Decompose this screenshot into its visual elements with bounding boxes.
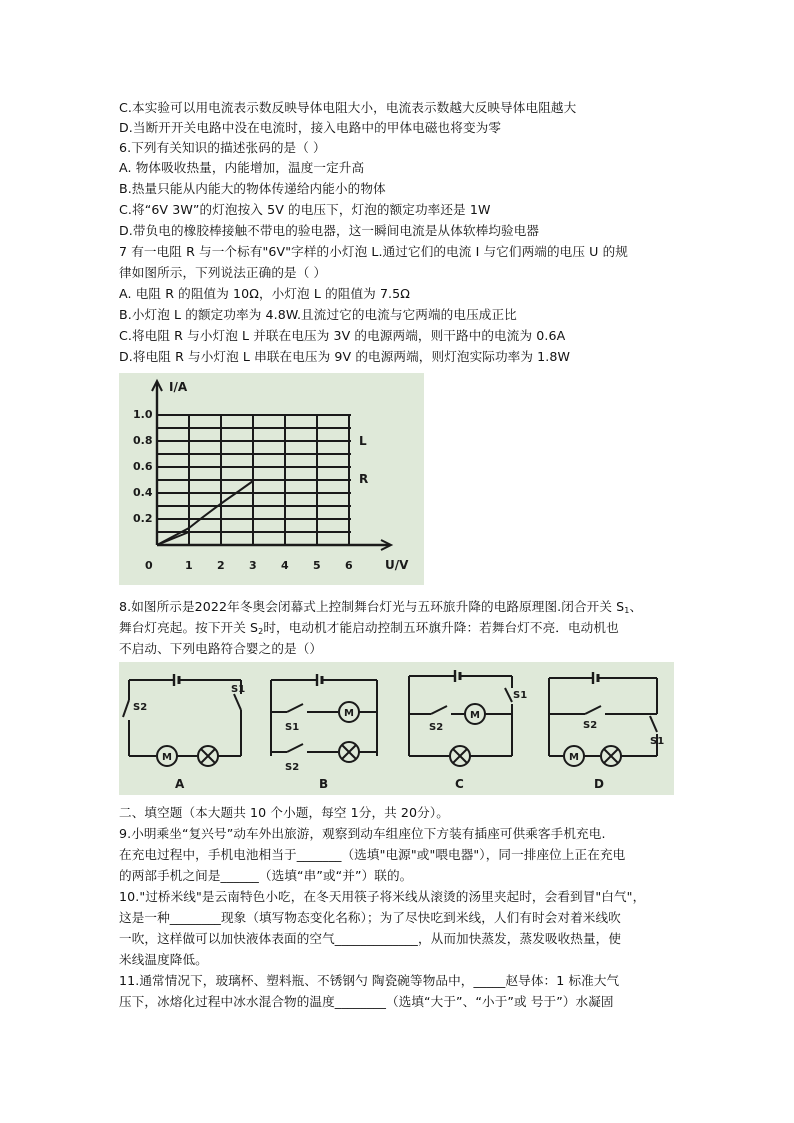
switch-label: S2	[133, 702, 148, 713]
question-9-cont: 在充电过程中，手机电池相当于_______（选填"电源"或"喂电器"），同一排座位上正在充电	[119, 847, 626, 862]
curve-l	[157, 481, 253, 545]
motor-label: M	[470, 710, 480, 721]
iu-graph-svg	[119, 373, 424, 585]
iu-graph	[119, 373, 424, 585]
switch-label: S2	[583, 720, 598, 731]
line-1: C.本实验可以用电流表示数反映导体电阻大小，电流表示数越大反映导体电阻越大	[119, 100, 577, 115]
motor-label: M	[344, 708, 354, 719]
switch-label: S2	[429, 722, 444, 733]
line-2: D.当断开开关电路中没在电流时，接入电路中的甲体电磁也将变为零	[119, 120, 502, 135]
option-label-d: D	[594, 777, 604, 791]
section-heading: 二、填空题（本大题共 10 个小题，每空 1分，共 20分）。	[119, 805, 449, 820]
question-7: 7 有一电阻 R 与一个标有"6V"字样的小灯泡 L.通过它们的电流 I 与它们两端的电压 U 的规	[119, 244, 628, 259]
q7-option-d: D.将电阻 R 与小灯泡 L 串联在电压为 9V 的电源两端，则灯泡实际功率为 1.8W	[119, 349, 571, 364]
question-10-cont: 一吹，这样做可以加快液体表面的空气_____________，从而加快蒸发，蒸发吸收热量，使	[119, 931, 622, 946]
option-label-c: C	[455, 777, 464, 791]
option-label-b: B	[319, 777, 329, 791]
y-tick: 0.6	[133, 460, 153, 473]
question-11: 11.通常情况下，玻璃杯、塑料瓶、不锈钢勺 陶瓷碗等物品中，_____赵导体：1 标准大气	[119, 973, 620, 988]
circuit-b	[271, 674, 377, 762]
circuit-c	[409, 670, 512, 766]
y-tick: 0.2	[133, 512, 153, 525]
q6-option-b: B.热量只能从内能大的物体传递给内能小的物体	[119, 181, 386, 196]
curve-label-l: L	[359, 434, 367, 448]
x-tick: 6	[345, 559, 353, 572]
q7-option-a: A. 电阻 R 的阻值为 10Ω，小灯泡 L 的阻值为 7.5Ω	[119, 286, 410, 301]
switch-label: S2	[285, 762, 300, 773]
question-11-cont: 压下，冰熔化过程中冰水混合物的温度________（选填“大于”、“小于”或 号于”）水凝固	[119, 994, 614, 1009]
y-tick: 0.8	[133, 434, 153, 447]
subscript: 1	[624, 606, 630, 615]
x-axis-label: U/V	[385, 558, 409, 572]
circuit-options	[119, 662, 674, 795]
q6-option-d: D.带负电的橡胶棒接触不带电的验电器，这一瞬间电流是从体软棒均验电器	[119, 223, 540, 238]
q6-option-c: C.将“6V 3W”的灯泡按入 5V 的电压下，灯泡的额定功率还是 1W	[119, 202, 491, 217]
q7-option-c: C.将电阻 R 与小灯泡 L 并联在电压为 3V 的电源两端，则干路中的电流为 0.6A	[119, 328, 566, 343]
q8-text: 8.如图所示是2022年冬奥会闭幕式上控制舞台灯光与五环旅升降的电路原理图.闭合开关 S	[119, 599, 625, 614]
y-tick: 1.0	[133, 408, 153, 421]
x-tick: 1	[185, 559, 193, 572]
circuit-a	[123, 674, 241, 766]
switch-label: S1	[285, 722, 300, 733]
y-tick: 0.4	[133, 486, 153, 499]
curve-label-r: R	[359, 472, 369, 486]
switch-label: S1	[513, 690, 528, 701]
question-10-cont: 这是一种________现象（填写物态变化名称）；为了尽快吃到米线，人们有时会对着米线吹	[119, 910, 621, 925]
switch-label: S1	[231, 684, 246, 695]
question-9-cont: 的两部手机之间是______（选填“串”或“并”）联的。	[119, 868, 413, 883]
switch-label: S1	[650, 736, 665, 747]
option-label-a: A	[175, 777, 185, 791]
q8-text: 时，电动机才能启动控制五环旗升降：若舞台灯不亮．电动机也	[263, 620, 619, 635]
x-tick: 5	[313, 559, 321, 572]
circuit-options-svg	[119, 662, 674, 795]
question-6: 6.下列有关知识的描述张码的是（ ）	[119, 140, 326, 155]
question-7-cont: 律如图所示，下列说法正确的是（ ）	[119, 265, 327, 280]
x-tick: 2	[217, 559, 225, 572]
q7-option-b: B.小灯泡 L 的额定功率为 4.8W.且流过它的电流与它两端的电压成正比	[119, 307, 517, 322]
circuit-d	[549, 672, 657, 766]
q8-text: 、	[629, 599, 643, 614]
motor-label: M	[569, 752, 579, 763]
q6-option-a: A. 物体吸收热量，内能增加，温度一定升高	[119, 160, 365, 175]
question-8-line3: 不启动、下列电路符合婴之的是（）	[119, 641, 323, 656]
x-tick: 0	[145, 559, 153, 572]
question-10-cont: 米线温度降低。	[119, 952, 208, 967]
x-tick: 3	[249, 559, 257, 572]
curve-r	[157, 532, 189, 545]
question-10: 10."过桥米线"是云南特色小吃，在冬天用筷子将米线从滚烫的汤里夹起时，会看到冒"白气"，	[119, 889, 646, 904]
subscript: 2	[258, 627, 264, 636]
y-axis-label: I/A	[169, 380, 188, 394]
motor-label: M	[162, 752, 172, 763]
x-tick: 4	[281, 559, 289, 572]
q8-text: 舞台灯亮起。按下开关 S	[119, 620, 259, 635]
question-9: 9.小明乘坐“复兴号”动车外出旅游，观察到动车组座位下方装有插座可供乘客手机充电.	[119, 826, 606, 841]
